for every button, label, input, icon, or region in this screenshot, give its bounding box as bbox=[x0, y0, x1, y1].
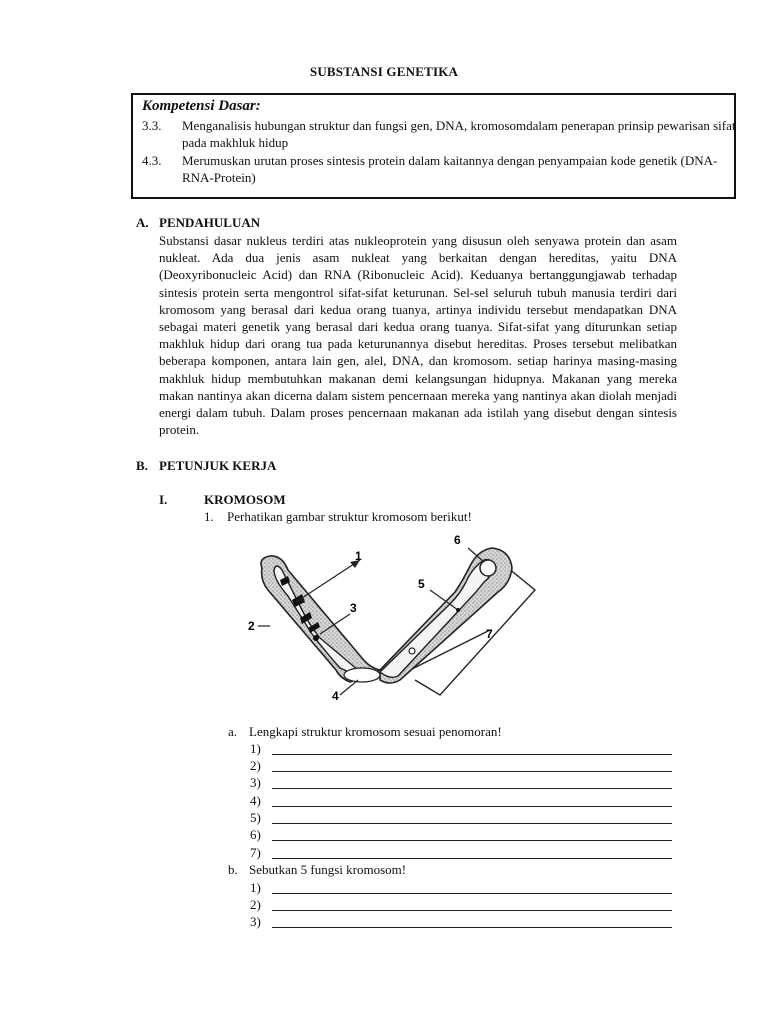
answer-blank[interactable] bbox=[272, 927, 672, 928]
answer-number: 1) bbox=[250, 880, 261, 895]
part-b-text: Sebutkan 5 fungsi kromosom! bbox=[249, 862, 407, 877]
answer-blank[interactable] bbox=[272, 823, 672, 824]
answer-blank[interactable] bbox=[272, 771, 672, 772]
part-b-letter: b. bbox=[228, 862, 238, 877]
diagram-label-4: 4 bbox=[332, 689, 339, 703]
intro-paragraph: Substansi dasar nukleus terdiri atas nukleoprotein yang disusun oleh senyawa protein dan asam nukleat. Ada dua jenis asam nukleat yang berkaitan dengan hereditas, yaitu DNA (Deoxyribonucleic Acid) dan RNA (Ribonucleic Acid). Keduanya bertanggungjawab terhadap sintesis protein serta mengontrol sifat-sifat keturunan. Sel-sel seluruh tubuh manusia terdiri dari kromosom yang berasal dari kedua orang tuanya, artinya individu tersebut mendapatkan DNA sebagai materi genetik yang berasal dari kedua orang tuanya. Sifat-sifat yang diturunkan setiap makhluk hidup dari orang tua pada keturunannya disebut hereditas. Proses tersebut melibatkan beberapa komponen, antara lain gen, alel, DNA, dan kromosom. setiap harinya masing-masing makhluk hidup membutuhkan makanan demi kelangsungan hidupnya. Makanan yang mereka makan nantinya akan dicerna dalam sistem pencernaan mereka yang nantinya akan diolah menjadi energi dalam tubuh. Dalam proses pencernaan makanan ada istilah yang disebut dengan sintesis protein. bbox=[159, 233, 677, 438]
answer-number: 7) bbox=[250, 845, 261, 860]
section-b-letter: B. bbox=[136, 458, 148, 473]
answer-blank[interactable] bbox=[272, 893, 672, 894]
diagram-label-7: 7 bbox=[486, 627, 493, 641]
answer-blank[interactable] bbox=[272, 840, 672, 841]
kompetensi-item-number: 3.3. bbox=[142, 118, 162, 133]
answer-blank[interactable] bbox=[272, 910, 672, 911]
answer-line[interactable] bbox=[250, 897, 680, 914]
answer-number: 2) bbox=[250, 897, 261, 912]
section-a-letter: A. bbox=[136, 215, 149, 230]
answer-number: 3) bbox=[250, 775, 261, 790]
answer-line[interactable] bbox=[250, 845, 680, 862]
answer-number: 1) bbox=[250, 741, 261, 756]
gene-dot bbox=[409, 648, 415, 654]
answer-blank[interactable] bbox=[272, 788, 672, 789]
part-a-text: Lengkapi struktur kromosom sesuai penomoran! bbox=[249, 724, 502, 739]
kompetensi-dasar-box bbox=[131, 93, 736, 199]
part-a-letter: a. bbox=[228, 724, 238, 739]
right-chromatid bbox=[380, 560, 494, 678]
subsection-title: KROMOSOM bbox=[204, 492, 286, 507]
diagram-label-1: 1 bbox=[355, 549, 362, 563]
diagram-label-5: 5 bbox=[418, 577, 425, 591]
page-title: SUBSTANSI GENETIKA bbox=[309, 64, 459, 79]
subsection-number: I. bbox=[159, 492, 168, 507]
answer-number: 6) bbox=[250, 827, 261, 842]
answer-blank[interactable] bbox=[272, 806, 672, 807]
diagram-label-2: 2 bbox=[248, 619, 255, 633]
answer-number: 3) bbox=[250, 914, 261, 929]
centromere bbox=[344, 668, 380, 682]
answer-line[interactable] bbox=[250, 810, 680, 827]
answer-line[interactable] bbox=[250, 758, 680, 775]
answer-line[interactable] bbox=[250, 775, 680, 792]
answer-line[interactable] bbox=[250, 880, 680, 897]
satellite bbox=[480, 560, 496, 576]
question-number: 1. bbox=[204, 509, 214, 524]
answer-line[interactable] bbox=[250, 741, 680, 758]
kompetensi-item-text: Menganalisis hubungan struktur dan fungsi gen, DNA, kromosomdalam penerapan prinsip pewarisan sifat pada makhluk hidup bbox=[182, 118, 736, 150]
chromosome-diagram bbox=[240, 530, 540, 705]
kompetensi-item-number: 4.3. bbox=[142, 153, 162, 168]
answer-blank[interactable] bbox=[272, 754, 672, 755]
section-a-title: PENDAHULUAN bbox=[159, 215, 261, 230]
question-text: Perhatikan gambar struktur kromosom berikut! bbox=[227, 509, 472, 524]
answer-line[interactable] bbox=[250, 793, 680, 810]
gene-dot bbox=[313, 635, 319, 641]
diagram-label-3: 3 bbox=[350, 601, 357, 615]
pointer-line-1 bbox=[296, 560, 360, 602]
answer-number: 4) bbox=[250, 793, 261, 808]
answer-line[interactable] bbox=[250, 827, 680, 844]
answer-number: 2) bbox=[250, 758, 261, 773]
kompetensi-heading: Kompetensi Dasar: bbox=[142, 98, 261, 114]
kompetensi-item-text: Merumuskan urutan proses sintesis protein dalam kaitannya dengan penyampaian kode genetik (DNA-RNA-Protein) bbox=[182, 153, 718, 185]
diagram-label-6: 6 bbox=[454, 533, 461, 547]
answer-line[interactable] bbox=[250, 914, 680, 931]
answer-blank[interactable] bbox=[272, 858, 672, 859]
section-b-title: PETUNJUK KERJA bbox=[159, 458, 277, 473]
answer-number: 5) bbox=[250, 810, 261, 825]
